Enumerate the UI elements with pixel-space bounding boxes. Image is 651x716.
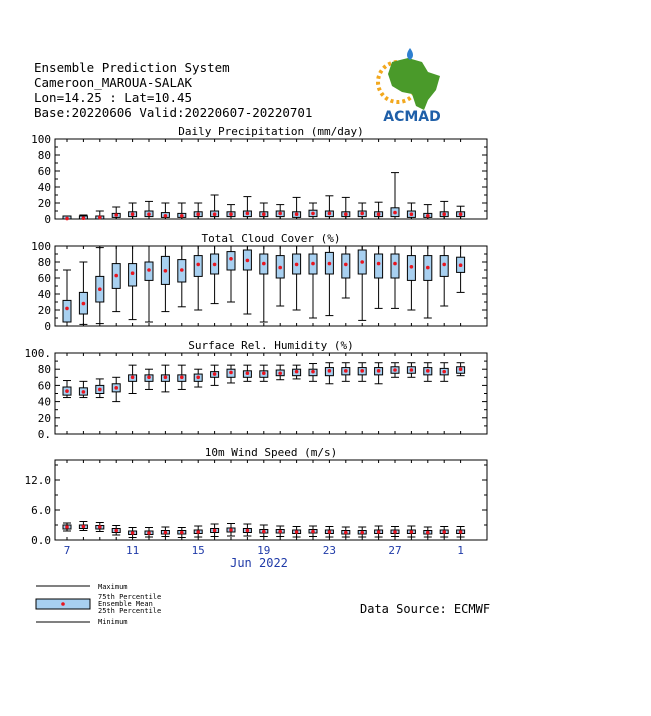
mean-marker	[442, 263, 446, 267]
mean-marker	[98, 525, 102, 529]
box-day	[293, 246, 301, 310]
y-tick-label: 100	[31, 240, 51, 253]
mean-marker	[311, 530, 315, 534]
mean-marker	[295, 212, 299, 216]
box-day	[227, 205, 235, 219]
x-tick-label: 7	[63, 544, 71, 557]
mean-marker	[164, 269, 168, 273]
box-day	[211, 246, 219, 304]
mean-marker	[246, 529, 250, 533]
y-tick-label: 60	[37, 165, 51, 178]
box-day	[457, 206, 465, 219]
box-day	[342, 527, 350, 537]
box-day	[457, 527, 465, 538]
panel-frame	[55, 353, 487, 434]
mean-marker	[180, 214, 184, 218]
mean-marker	[131, 376, 135, 380]
box-day	[260, 365, 268, 381]
box-day	[145, 369, 153, 389]
mean-marker	[426, 266, 430, 270]
logo-text: ACMAD	[383, 109, 441, 125]
mean-marker	[82, 390, 86, 394]
acmad-logo	[378, 48, 441, 125]
mean-marker	[410, 530, 414, 534]
box-day	[440, 246, 448, 306]
x-tick-label: 27	[388, 544, 402, 557]
box-day	[96, 523, 104, 532]
mean-marker	[410, 265, 414, 269]
box-day	[407, 526, 415, 537]
mean-marker	[442, 530, 446, 534]
box-day	[293, 365, 301, 379]
box-day	[375, 526, 383, 537]
box-day	[276, 526, 284, 537]
panel-3	[25, 339, 488, 441]
mean-marker	[213, 212, 217, 216]
y-tick-label: 0	[44, 320, 51, 333]
mean-marker	[278, 266, 282, 270]
mean-marker	[360, 212, 364, 216]
y-tick-label: 60	[37, 379, 51, 393]
y-tick-label: 100	[31, 133, 51, 146]
mean-marker	[164, 376, 168, 380]
mean-marker	[377, 369, 381, 373]
box-day	[194, 526, 202, 537]
mean-marker	[262, 530, 266, 534]
box-day	[260, 246, 268, 322]
box-day	[79, 381, 87, 397]
mean-marker	[229, 212, 233, 216]
y-tick-label: 12.0	[24, 474, 51, 487]
mean-marker	[65, 307, 69, 311]
mean-marker	[344, 369, 348, 373]
box-day	[342, 246, 350, 298]
box-day	[325, 246, 333, 316]
box-day	[375, 202, 383, 219]
mean-marker	[328, 262, 332, 266]
legend-75th-percentile: 75th Percentile	[98, 593, 162, 601]
y-tick-label: 0	[44, 213, 51, 226]
mean-marker	[131, 531, 135, 535]
legend-maximum: Maximum	[98, 583, 128, 591]
box-day	[276, 246, 284, 306]
x-axis-month-label: Jun 2022	[230, 556, 288, 570]
box-day	[161, 527, 169, 537]
box-day	[457, 363, 465, 376]
mean-marker	[82, 525, 86, 529]
box-day	[161, 203, 169, 219]
box-day	[145, 528, 153, 538]
mean-marker	[262, 262, 266, 266]
y-tick-label: 80	[37, 363, 51, 377]
legend-mean-dot	[61, 602, 65, 606]
box-day	[358, 246, 366, 320]
mean-marker	[114, 274, 118, 278]
mean-marker	[246, 371, 250, 375]
mean-marker	[360, 260, 364, 264]
mean-marker	[262, 212, 266, 216]
box-day	[129, 203, 137, 219]
panel-title: Daily Precipitation (mm/day)	[178, 125, 364, 138]
box-day	[424, 205, 432, 219]
mean-marker	[65, 217, 69, 221]
y-tick-label: 40	[37, 181, 51, 194]
mean-marker	[246, 259, 250, 263]
data-source-label: Data Source: ECMWF	[360, 602, 491, 616]
panel-1	[31, 125, 487, 226]
legend	[36, 583, 161, 626]
y-tick-label: 20	[37, 304, 51, 317]
mean-marker	[65, 525, 69, 529]
box-day	[309, 246, 317, 318]
mean-marker	[295, 530, 299, 534]
box-day	[211, 365, 219, 385]
box-day	[260, 203, 268, 219]
mean-marker	[328, 212, 332, 216]
mean-marker	[196, 530, 200, 534]
y-tick-label: 6.0	[31, 504, 51, 517]
mean-marker	[377, 530, 381, 534]
x-tick-label: 11	[125, 544, 140, 557]
box-day	[375, 246, 383, 308]
box-day	[129, 528, 137, 538]
box-day	[440, 363, 448, 382]
mean-marker	[114, 213, 118, 217]
mean-marker	[196, 212, 200, 216]
box-day	[161, 365, 169, 392]
mean-marker	[278, 530, 282, 534]
box-day	[440, 201, 448, 219]
mean-marker	[98, 287, 102, 291]
box-day	[293, 197, 301, 219]
mean-marker	[180, 376, 184, 380]
box-day	[194, 246, 202, 310]
box-day	[243, 524, 251, 536]
mean-marker	[196, 376, 200, 380]
mean-marker	[393, 530, 397, 534]
mean-marker	[442, 212, 446, 216]
mean-marker	[131, 212, 135, 216]
mean-marker	[262, 371, 266, 375]
mean-marker	[196, 263, 200, 267]
panel-2	[31, 232, 487, 333]
mean-marker	[131, 271, 135, 275]
box-day	[79, 215, 87, 220]
mean-marker	[459, 367, 463, 371]
mean-marker	[295, 370, 299, 374]
mean-marker	[278, 212, 282, 216]
mean-marker	[180, 268, 184, 272]
box-day	[96, 211, 104, 219]
panel-title: Surface Rel. Humidity (%)	[188, 339, 354, 352]
station-name: Cameroon_MAROUA-SALAK	[34, 75, 193, 90]
mean-marker	[393, 211, 397, 215]
mean-marker	[377, 212, 381, 216]
mean-marker	[229, 528, 233, 532]
mean-marker	[328, 369, 332, 373]
box-day	[178, 528, 186, 538]
mean-marker	[147, 268, 151, 272]
mean-marker	[114, 386, 118, 390]
legend-25th-percentile: 25th Percentile	[98, 607, 162, 615]
mean-marker	[426, 531, 430, 535]
iqr-box	[375, 254, 383, 278]
mean-marker	[229, 371, 233, 375]
iqr-box	[391, 254, 399, 278]
box-day	[309, 364, 317, 382]
box-day	[358, 527, 366, 537]
mean-marker	[393, 262, 397, 266]
box-day	[325, 363, 333, 384]
y-tick-label: 20	[37, 411, 51, 425]
box-day	[243, 246, 251, 314]
box-day	[79, 262, 87, 324]
box-day	[178, 246, 186, 307]
box-day	[309, 526, 317, 537]
mean-marker	[328, 530, 332, 534]
box-day	[342, 197, 350, 219]
legend-ensemble-mean: Ensemble Mean	[98, 600, 153, 608]
box-day	[194, 369, 202, 387]
mean-marker	[377, 262, 381, 266]
box-day	[79, 522, 87, 531]
box-day	[391, 246, 399, 308]
y-tick-label: 80	[37, 256, 51, 269]
box-day	[227, 246, 235, 302]
mean-marker	[213, 263, 217, 267]
box-day	[211, 524, 219, 537]
y-tick-label: 60	[37, 272, 51, 285]
mean-marker	[426, 214, 430, 218]
mean-marker	[442, 370, 446, 374]
panel-title: 10m Wind Speed (m/s)	[204, 446, 338, 459]
iqr-box	[227, 252, 235, 270]
mean-marker	[459, 212, 463, 216]
mean-marker	[344, 212, 348, 216]
box-day	[211, 195, 219, 219]
box-day	[63, 381, 71, 398]
mean-marker	[164, 531, 168, 535]
box-day	[178, 203, 186, 219]
box-day	[129, 365, 137, 393]
mean-marker	[229, 257, 233, 261]
box-day	[293, 527, 301, 538]
mean-marker	[344, 531, 348, 535]
mean-marker	[311, 370, 315, 374]
box-day	[440, 527, 448, 538]
box-day	[112, 377, 120, 401]
box-day	[112, 246, 120, 312]
mean-marker	[164, 214, 168, 218]
box-day	[96, 248, 104, 324]
mean-marker	[278, 371, 282, 375]
y-tick-label: 0.	[37, 428, 51, 441]
box-day	[309, 203, 317, 219]
box-day	[112, 526, 120, 536]
mean-marker	[344, 263, 348, 267]
logo-africa-icon	[388, 58, 440, 110]
x-tick-label: 23	[322, 544, 337, 557]
box-day	[407, 203, 415, 219]
box-day	[407, 363, 415, 378]
box-day	[63, 216, 71, 220]
panel-4	[25, 446, 488, 547]
box-day	[129, 246, 137, 320]
x-tick-label: 19	[257, 544, 271, 557]
box-day	[178, 365, 186, 389]
box-day	[424, 527, 432, 537]
box-day	[145, 246, 153, 322]
box-day	[112, 207, 120, 219]
mean-marker	[246, 212, 250, 216]
mean-marker	[82, 216, 86, 220]
station-coordinates: Lon=14.25 : Lat=10.45	[34, 90, 193, 105]
box-day	[161, 246, 169, 312]
mean-marker	[360, 369, 364, 373]
box-day	[358, 203, 366, 219]
y-tick-label: 40	[37, 395, 51, 409]
box-day	[260, 525, 268, 537]
mean-marker	[147, 212, 151, 216]
box-day	[63, 270, 71, 326]
box-day	[391, 173, 399, 219]
legend-minimum: Minimum	[98, 618, 128, 626]
box-day	[227, 365, 235, 383]
mean-marker	[65, 389, 69, 393]
box-day	[424, 363, 432, 382]
box-day	[276, 205, 284, 219]
mean-marker	[410, 368, 414, 372]
box-day	[145, 201, 153, 219]
box-day	[63, 523, 71, 531]
box-day	[325, 196, 333, 219]
y-tick-label: 100.	[24, 347, 51, 360]
x-tick-label: 1	[457, 544, 464, 557]
mean-marker	[459, 263, 463, 267]
mean-marker	[180, 531, 184, 535]
mean-marker	[360, 531, 364, 535]
mean-marker	[147, 376, 151, 380]
base-valid-dates: Base:20220606 Valid:20220607-20220701	[34, 105, 313, 120]
panel-title: Total Cloud Cover (%)	[201, 232, 341, 245]
mean-marker	[98, 388, 102, 392]
mean-marker	[311, 212, 315, 216]
box-day	[407, 246, 415, 310]
mean-marker	[98, 216, 102, 220]
iqr-box	[63, 300, 71, 322]
mean-marker	[393, 368, 397, 372]
box-day	[325, 527, 333, 538]
box-day	[375, 363, 383, 384]
box-day	[243, 365, 251, 381]
box-day	[457, 246, 465, 292]
mean-marker	[114, 529, 118, 533]
box-day	[342, 363, 350, 382]
mean-marker	[410, 212, 414, 216]
mean-marker	[213, 372, 217, 376]
mean-marker	[295, 263, 299, 267]
box-day	[96, 379, 104, 398]
mean-marker	[459, 530, 463, 534]
x-tick-label: 15	[191, 544, 205, 557]
chart-title: Ensemble Prediction System	[34, 60, 230, 75]
y-tick-label: 40	[37, 288, 51, 301]
mean-marker	[426, 369, 430, 373]
mean-marker	[82, 302, 86, 306]
mean-marker	[147, 531, 151, 535]
box-day	[276, 365, 284, 380]
box-day	[243, 197, 251, 219]
box-day	[358, 363, 366, 382]
y-tick-label: 80	[37, 149, 51, 162]
y-tick-label: 0.0	[31, 534, 51, 547]
box-day	[391, 363, 399, 378]
box-day	[194, 203, 202, 219]
mean-marker	[213, 529, 217, 533]
box-day	[227, 524, 235, 537]
box-day	[391, 527, 399, 537]
box-day	[424, 246, 432, 318]
mean-marker	[311, 262, 315, 266]
y-tick-label: 20	[37, 197, 51, 210]
